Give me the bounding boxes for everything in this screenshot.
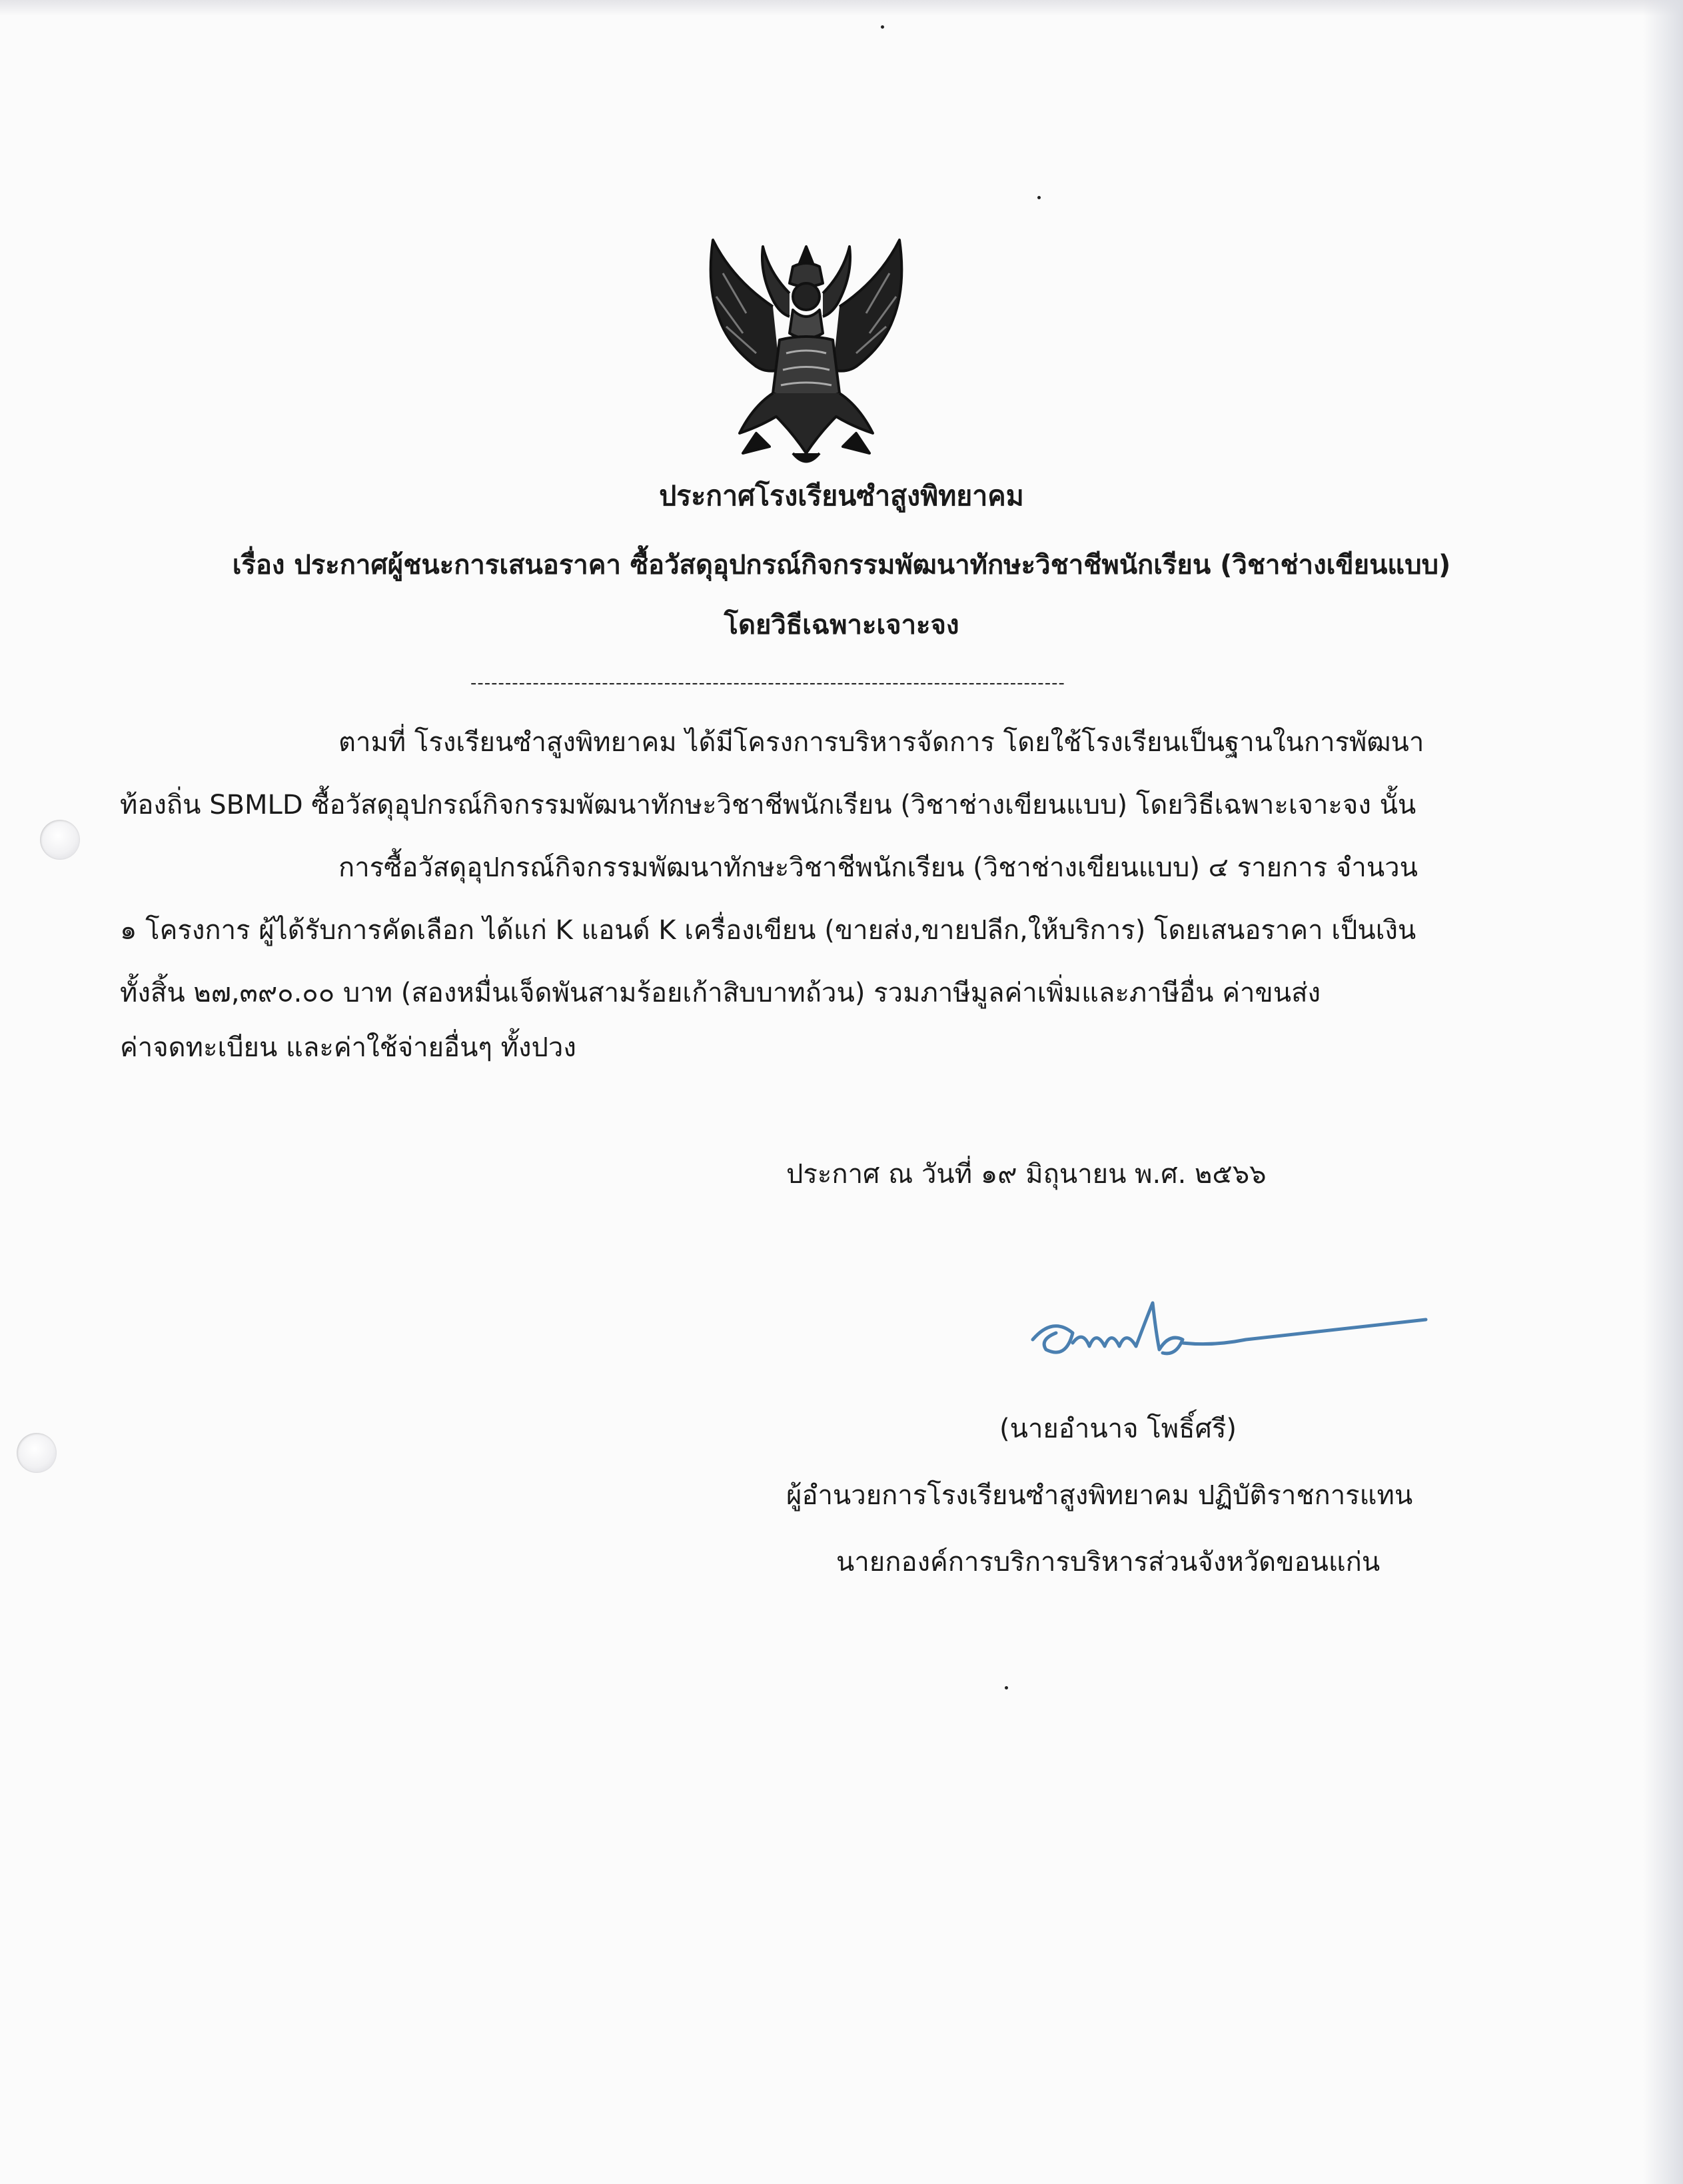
announcement-subject: เรื่อง ประกาศผู้ชนะการเสนอราคา ซื้อวัสดุอุปกรณ์กิจกรรมพัฒนาทักษะวิชาชีพนักเรียน (วิชาช่างเขียนแบบ): [232, 550, 1451, 580]
body-line-6: ค่าจดทะเบียน และค่าใช้จ่ายอื่นๆ ทั้งปวง: [120, 1032, 576, 1063]
signatory-position-2: นายกองค์การบริการบริหารส่วนจังหวัดขอนแก่น: [836, 1547, 1381, 1578]
punch-hole-top: [40, 820, 80, 860]
body-line-3: การซื้อวัสดุอุปกรณ์กิจกรรมพัฒนาทักษะวิชาชีพนักเรียน (วิชาช่างเขียนแบบ) ๔ รายการ จำนวน: [338, 852, 1418, 883]
signatory-name: (นายอำนาจ โพธิ์ศรี): [999, 1414, 1237, 1444]
body-line-4: ๑ โครงการ ผู้ได้รับการคัดเลือก ได้แก่ K แอนด์ K เครื่องเขียน (ขายส่ง,ขายปลีก,ให้บริการ) โดยเสนอราคา เป็นเงิน: [120, 915, 1416, 946]
announcement-title: ประกาศโรงเรียนซำสูงพิทยาคม: [659, 480, 1024, 512]
title-divider: --------------------------------------------------------------------------------------: [470, 673, 1065, 693]
body-line-2: ท้องถิ่น SBMLD ซื้อวัสดุอุปกรณ์กิจกรรมพัฒนาทักษะวิชาชีพนักเรียน (วิชาช่างเขียนแบบ) โดยวิธีเฉพาะเจาะจง นั้น: [120, 790, 1416, 820]
announcement-method: โดยวิธีเฉพาะเจาะจง: [724, 610, 959, 640]
scan-edge-shadow: [1643, 0, 1683, 2184]
punch-hole-bottom: [17, 1433, 57, 1473]
body-line-5: ทั้งสิ้น ๒๗,๓๙๐.๐๐ บาท (สองหมื่นเจ็ดพันสามร้อยเก้าสิบบาทถ้วน) รวมภาษีมูลค่าเพิ่มและภาษีอื่น ค่าขนส่ง: [120, 978, 1321, 1008]
scan-speck: [1037, 196, 1041, 199]
announcement-date: ประกาศ ณ วันที่ ๑๙ มิถุนายน พ.ศ. ๒๕๖๖: [786, 1159, 1267, 1190]
signatory-position-1: ผู้อำนวยการโรงเรียนซำสูงพิทยาคม ปฏิบัติราชการแทน: [786, 1480, 1413, 1511]
signature-icon: [1026, 1293, 1439, 1393]
garuda-emblem-icon: [693, 233, 919, 473]
scan-top-shadow: [0, 0, 1683, 16]
scan-speck: [881, 25, 884, 29]
body-line-1: ตามที่ โรงเรียนซำสูงพิทยาคม ได้มีโครงการบริหารจัดการ โดยใช้โรงเรียนเป็นฐานในการพัฒนา: [338, 727, 1424, 758]
scan-speck: [1005, 1686, 1008, 1689]
